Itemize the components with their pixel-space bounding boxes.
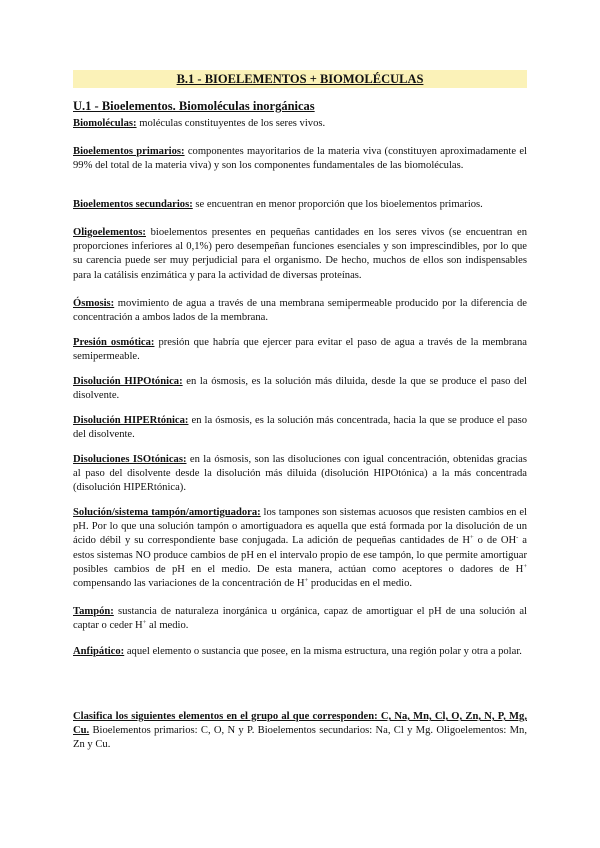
definition-term: Bioelementos primarios: — [73, 146, 185, 157]
definition-bioelementos-primarios — [73, 145, 527, 173]
definition-text: aquel elemento o sustancia que posee, en la misma estructura, una región polar y otra a polar. — [124, 646, 522, 657]
definition-text-part: al medio. — [146, 620, 189, 632]
definition-text: moléculas constituyentes de los seres vivos. — [136, 118, 326, 129]
section-subtitle: U.1 - Bioelementos. Biomoléculas inorgánicas — [73, 99, 315, 113]
definition-term: Disoluciones ISOtónicas: — [73, 454, 187, 465]
definition-text-part: compensando las variaciones de la concentración de H — [73, 578, 305, 590]
superscript: + — [142, 619, 147, 627]
definition-term: Disolución HIPOtónica: — [73, 376, 183, 387]
superscript: + — [523, 562, 527, 570]
definition-text: bioelementos presentes en pequeñas cantidades en los seres vivos (se encuentran en proporciones inferiores al 0,1%) pero desempeñan funciones esenciales y son imprescindibles, por lo que su carencia puede ser muy perjudicial para el organismo. De hecho, muchos de ellos son indispensables para la catálisis enzimática y para la actividad de diversas proteínas. — [73, 227, 527, 281]
definition-text: en la ósmosis, son las disoluciones con igual concentración, obtenidas gracias al paso del disolvente desde la disolución más diluida (disolución HIPOtónica) a la más concentrada (disolución HIPERtónica). — [73, 454, 527, 494]
definition-term: Anfipático: — [73, 646, 125, 657]
page-title: B.1 - BIOELEMENTOS + BIOMOLÉCULAS — [73, 70, 527, 88]
definition-text-part: a estos sistemas NO produce cambios de pH en el intervalo propio de ese tampón, lo que permite amortiguar posibles cambios de pH en el medio. De esta manera, actúan como aceptores o dadores de H — [73, 535, 527, 575]
exercise-block — [73, 710, 527, 753]
definition-term: Solución/sistema tampón/amortiguadora: — [73, 507, 261, 518]
definition-text: movimiento de agua a través de una membrana semipermeable producido por la diferencia de concentración a ambos lados de la membrana. — [73, 298, 527, 324]
definition-presion-osmotica — [73, 336, 527, 364]
superscript: + — [304, 577, 309, 585]
definition-term: Oligoelementos: — [73, 227, 146, 238]
definition-hipertonica — [73, 414, 527, 442]
definition-text-part: los tampones son sistemas acuosos que resisten cambios en el pH. Por lo que una solución tampón o amortiguadora es aquella que está formada por la disolución de un ácido débil y su correspondiente base conjugada. La adición de pequeñas cantidades de H — [73, 507, 527, 547]
definition-term: Tampón: — [73, 606, 114, 617]
definition-text: componentes mayoritarios de la materia viva (constituyen aproximadamente el 99% del total de la materia viva) y son los componentes fundamentales de las biomoléculas. — [73, 146, 527, 172]
definition-bioelementos-secundarios — [73, 198, 527, 212]
definition-term: Ósmosis: — [73, 298, 115, 309]
definition-anfipatico — [73, 645, 527, 659]
superscript: + — [470, 534, 474, 542]
exercise-answer: Bioelementos primarios: C, O, N y P. Bioelementos secundarios: Na, Cl y Mg. Oligoelementos: Mn, Zn y Cu. — [73, 725, 527, 751]
definition-term: Disolución HIPERtónica: — [73, 415, 189, 426]
definition-oligoelementos — [73, 226, 527, 283]
definition-text-part: producidas en el medio. — [308, 578, 413, 590]
definition-hipotonica — [73, 375, 527, 403]
superscript: - — [516, 534, 519, 542]
definition-term: Presión osmótica: — [73, 337, 155, 348]
definition-text: presión que habría que ejercer para evitar el paso de agua a través de la membrana semipermeable. — [73, 337, 527, 363]
definition-term: Bioelementos secundarios: — [73, 199, 193, 210]
definition-term: Biomoléculas: — [73, 118, 137, 129]
exercise-question: Clasifica los siguientes elementos en el grupo al que corresponden: C, Na, Mn, Cl, O, Zn, N, P, Mg, Cu. — [73, 711, 527, 737]
definition-solucion-tampon — [73, 506, 527, 591]
definition-biomoleculas — [73, 117, 527, 131]
definition-text-part: o de OH — [473, 535, 517, 547]
definition-text: en la ósmosis, es la solución más concentrada, hacia la que se produce el paso del disolvente. — [73, 415, 527, 441]
definition-text: en la ósmosis, es la solución más diluida, desde la que se produce el paso del disolvente. — [73, 376, 527, 402]
definition-osmosis — [73, 297, 527, 325]
definition-text: se encuentran en menor proporción que los bioelementos primarios. — [192, 199, 483, 210]
definition-text-part: sustancia de naturaleza inorgánica u orgánica, capaz de amortiguar el pH de una solución al captar o ceder H — [73, 606, 527, 632]
definition-isotonicas — [73, 453, 527, 496]
definition-tampon — [73, 605, 527, 633]
